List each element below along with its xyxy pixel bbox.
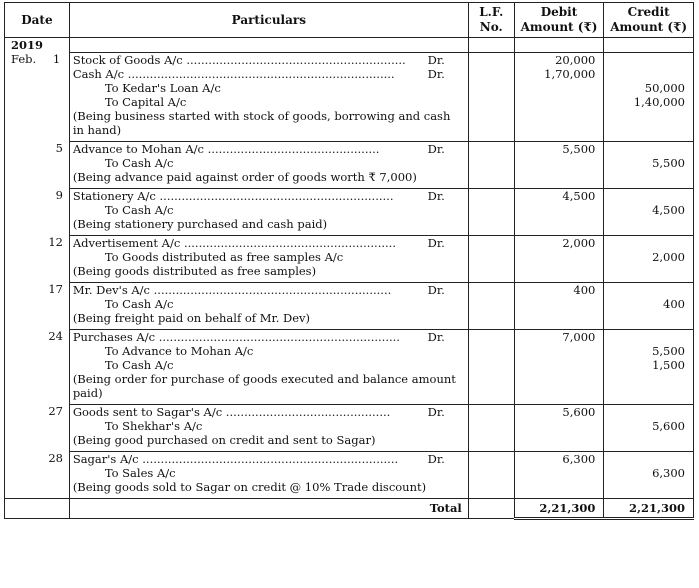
credit-amount: 50,000 bbox=[644, 80, 685, 95]
dr-marker: Dr. bbox=[427, 188, 445, 203]
credit-cell bbox=[604, 52, 694, 67]
day-label: 1 bbox=[52, 52, 61, 66]
debit-amount: 6,300 bbox=[562, 451, 596, 466]
credit-cell bbox=[604, 344, 694, 358]
particulars-cell bbox=[69, 217, 468, 231]
lf-cell bbox=[468, 217, 514, 231]
debit-account-label: Purchases A/c .................................................................. bbox=[72, 329, 400, 344]
lf-cell bbox=[468, 67, 514, 81]
header-date: Date bbox=[5, 3, 70, 38]
lf-cell bbox=[468, 250, 514, 264]
debit-cell bbox=[514, 282, 604, 297]
particulars-cell bbox=[69, 466, 468, 480]
credit-cell bbox=[604, 188, 694, 203]
debit-cell bbox=[514, 235, 604, 250]
lf-cell bbox=[468, 344, 514, 358]
lf-cell bbox=[468, 123, 514, 137]
total-lf-cell bbox=[468, 498, 514, 518]
credit-account-line: To Capital A/c bbox=[104, 94, 187, 109]
particulars-cell bbox=[69, 123, 468, 137]
narration-line: (Being advance paid against order of goods worth ₹ 7,000) bbox=[72, 169, 417, 184]
particulars-cell bbox=[69, 386, 468, 400]
journal-row bbox=[5, 250, 694, 264]
debit-cell bbox=[514, 95, 604, 109]
particulars-cell bbox=[69, 81, 468, 95]
particulars-cell bbox=[69, 372, 468, 386]
header-row bbox=[5, 3, 694, 38]
debit-cell bbox=[514, 297, 604, 311]
debit-cell bbox=[514, 358, 604, 372]
debit-cell bbox=[514, 81, 604, 95]
particulars-cell bbox=[69, 433, 468, 447]
date-cell bbox=[5, 67, 70, 81]
journal-row bbox=[5, 141, 694, 156]
header-credit-line1: Credit bbox=[627, 5, 670, 19]
total-row bbox=[5, 498, 694, 518]
credit-account-line: To Cash A/c bbox=[104, 357, 174, 372]
lf-cell bbox=[468, 451, 514, 466]
debit-amount: 7,000 bbox=[562, 329, 596, 344]
credit-cell bbox=[604, 95, 694, 109]
date-cell bbox=[5, 480, 70, 494]
journal-row bbox=[5, 297, 694, 311]
journal-row bbox=[5, 329, 694, 344]
journal-row bbox=[5, 52, 694, 67]
lf-cell bbox=[468, 170, 514, 184]
date-cell bbox=[5, 419, 70, 433]
empty-cell bbox=[69, 38, 468, 53]
credit-account-line: To Cash A/c bbox=[104, 155, 174, 170]
date-cell bbox=[5, 264, 70, 278]
debit-cell bbox=[514, 52, 604, 67]
year-label: 2019 bbox=[11, 38, 44, 52]
narration-line: (Being good purchased on credit and sent to Sagar) bbox=[72, 432, 376, 447]
particulars-cell bbox=[69, 235, 468, 250]
dr-marker: Dr. bbox=[427, 235, 445, 250]
lf-cell bbox=[468, 141, 514, 156]
credit-amount: 1,40,000 bbox=[633, 94, 685, 109]
narration-line: (Being business started with stock of goods, borrowing and cash bbox=[72, 108, 451, 123]
debit-amount: 1,70,000 bbox=[544, 66, 596, 81]
year-row bbox=[5, 38, 694, 53]
credit-cell bbox=[604, 203, 694, 217]
particulars-cell bbox=[69, 250, 468, 264]
narration-line: (Being goods distributed as free samples) bbox=[72, 263, 317, 278]
debit-cell bbox=[514, 451, 604, 466]
credit-cell bbox=[604, 480, 694, 494]
date-cell bbox=[5, 297, 70, 311]
credit-cell bbox=[604, 433, 694, 447]
particulars-cell bbox=[69, 419, 468, 433]
journal-row bbox=[5, 404, 694, 419]
total-debit: 2,21,300 bbox=[514, 498, 604, 518]
dr-marker: Dr. bbox=[427, 52, 445, 67]
date-cell bbox=[5, 170, 70, 184]
debit-cell bbox=[514, 217, 604, 231]
header-debit-line2: Amount (₹) bbox=[520, 20, 598, 34]
debit-amount: 5,600 bbox=[562, 404, 596, 419]
header-lf bbox=[468, 3, 514, 38]
particulars-cell bbox=[69, 329, 468, 344]
debit-account-line bbox=[73, 405, 465, 419]
lf-cell bbox=[468, 188, 514, 203]
particulars-cell bbox=[69, 311, 468, 325]
dr-marker: Dr. bbox=[427, 141, 445, 156]
particulars-cell bbox=[69, 141, 468, 156]
journal-row bbox=[5, 95, 694, 109]
debit-cell bbox=[514, 170, 604, 184]
narration-line: (Being stationery purchased and cash paid) bbox=[72, 216, 328, 231]
particulars-cell bbox=[69, 203, 468, 217]
lf-cell bbox=[468, 386, 514, 400]
dr-marker: Dr. bbox=[427, 329, 445, 344]
dr-marker: Dr. bbox=[427, 451, 445, 466]
date-cell bbox=[5, 404, 70, 419]
journal-row bbox=[5, 264, 694, 278]
credit-cell bbox=[604, 81, 694, 95]
journal-row bbox=[5, 282, 694, 297]
particulars-cell bbox=[69, 95, 468, 109]
lf-cell bbox=[468, 203, 514, 217]
total-label: Total bbox=[69, 498, 468, 518]
debit-cell bbox=[514, 480, 604, 494]
particulars-cell bbox=[69, 282, 468, 297]
credit-account-line: To Goods distributed as free samples A/c bbox=[104, 249, 344, 264]
date-cell bbox=[5, 141, 70, 156]
credit-amount: 6,300 bbox=[652, 465, 685, 480]
particulars-cell bbox=[69, 156, 468, 170]
date-cell bbox=[5, 433, 70, 447]
particulars-cell bbox=[69, 188, 468, 203]
journal-row bbox=[5, 156, 694, 170]
date-cell bbox=[5, 451, 70, 466]
date-cell bbox=[5, 344, 70, 358]
credit-amount: 5,600 bbox=[652, 418, 685, 433]
debit-cell bbox=[514, 329, 604, 344]
debit-cell bbox=[514, 188, 604, 203]
header-credit-line2: Amount (₹) bbox=[610, 20, 688, 34]
credit-account-line: To Cash A/c bbox=[104, 202, 174, 217]
debit-cell bbox=[514, 466, 604, 480]
journal-row bbox=[5, 386, 694, 400]
narration-line: (Being order for purchase of goods executed and balance amount bbox=[72, 371, 456, 386]
journal-row bbox=[5, 372, 694, 386]
lf-cell bbox=[468, 282, 514, 297]
debit-cell bbox=[514, 250, 604, 264]
credit-amount: 400 bbox=[663, 296, 685, 311]
credit-cell bbox=[604, 235, 694, 250]
credit-account-line: To Shekhar's A/c bbox=[104, 418, 203, 433]
date-cell bbox=[5, 311, 70, 325]
credit-cell bbox=[604, 141, 694, 156]
debit-account-label: Cash A/c ......................................................................... bbox=[72, 66, 395, 81]
journal-row bbox=[5, 344, 694, 358]
date-cell bbox=[5, 109, 70, 123]
credit-cell bbox=[604, 297, 694, 311]
lf-cell bbox=[468, 52, 514, 67]
particulars-cell bbox=[69, 67, 468, 81]
date-cell bbox=[5, 235, 70, 250]
journal-row bbox=[5, 188, 694, 203]
credit-cell bbox=[604, 451, 694, 466]
date-cell bbox=[5, 156, 70, 170]
credit-amount: 1,500 bbox=[652, 357, 685, 372]
debit-cell bbox=[514, 386, 604, 400]
journal-row bbox=[5, 203, 694, 217]
journal-row bbox=[5, 123, 694, 137]
particulars-cell bbox=[69, 170, 468, 184]
debit-cell bbox=[514, 372, 604, 386]
debit-amount: 400 bbox=[573, 282, 596, 297]
particulars-cell bbox=[69, 264, 468, 278]
debit-account-label: Stock of Goods A/c ............................................................ bbox=[72, 52, 406, 67]
credit-cell bbox=[604, 358, 694, 372]
date-cell bbox=[5, 250, 70, 264]
debit-account-line bbox=[73, 283, 465, 297]
debit-cell bbox=[514, 67, 604, 81]
credit-cell bbox=[604, 466, 694, 480]
empty-cell bbox=[604, 38, 694, 53]
journal-row bbox=[5, 67, 694, 81]
debit-account-line bbox=[73, 53, 465, 67]
lf-cell bbox=[468, 297, 514, 311]
month-label: Feb. bbox=[11, 52, 37, 66]
date-cell bbox=[5, 203, 70, 217]
lf-cell bbox=[468, 156, 514, 170]
date-cell bbox=[5, 81, 70, 95]
dr-marker: Dr. bbox=[427, 66, 445, 81]
debit-cell bbox=[514, 203, 604, 217]
debit-cell bbox=[514, 156, 604, 170]
narration-line: in hand) bbox=[72, 122, 122, 137]
day-label: 5 bbox=[55, 141, 63, 155]
day-label: 17 bbox=[48, 282, 63, 296]
date-cell bbox=[5, 466, 70, 480]
debit-cell bbox=[514, 344, 604, 358]
credit-account-line: To Sales A/c bbox=[104, 465, 176, 480]
credit-amount: 5,500 bbox=[652, 343, 685, 358]
credit-cell bbox=[604, 217, 694, 231]
header-lf-line1: L.F. bbox=[479, 5, 504, 19]
debit-account-line bbox=[73, 189, 465, 203]
debit-account-line bbox=[73, 142, 465, 156]
particulars-cell bbox=[69, 109, 468, 123]
credit-cell bbox=[604, 329, 694, 344]
debit-amount: 2,000 bbox=[562, 235, 596, 250]
debit-amount: 4,500 bbox=[562, 188, 596, 203]
date-cell bbox=[5, 52, 70, 67]
credit-cell bbox=[604, 250, 694, 264]
debit-account-label: Mr. Dev's A/c ................................................................. bbox=[72, 282, 392, 297]
journal-table bbox=[4, 2, 694, 520]
debit-cell bbox=[514, 141, 604, 156]
lf-cell bbox=[468, 419, 514, 433]
journal-row bbox=[5, 466, 694, 480]
particulars-cell bbox=[69, 480, 468, 494]
particulars-cell bbox=[69, 451, 468, 466]
date-cell bbox=[5, 123, 70, 137]
dr-marker: Dr. bbox=[427, 404, 445, 419]
lf-cell bbox=[468, 404, 514, 419]
date-cell bbox=[5, 329, 70, 344]
debit-account-line bbox=[73, 452, 465, 466]
particulars-cell bbox=[69, 297, 468, 311]
lf-cell bbox=[468, 264, 514, 278]
narration-line: (Being goods sold to Sagar on credit @ 10% Trade discount) bbox=[72, 479, 427, 494]
credit-amount: 4,500 bbox=[652, 202, 685, 217]
credit-cell bbox=[604, 170, 694, 184]
header-debit bbox=[514, 3, 604, 38]
journal-row bbox=[5, 170, 694, 184]
lf-cell bbox=[468, 95, 514, 109]
journal-row bbox=[5, 217, 694, 231]
day-label: 27 bbox=[48, 404, 63, 418]
lf-cell bbox=[468, 480, 514, 494]
header-lf-line2: No. bbox=[479, 20, 503, 34]
date-cell bbox=[5, 372, 70, 386]
debit-cell bbox=[514, 419, 604, 433]
lf-cell bbox=[468, 372, 514, 386]
credit-cell bbox=[604, 311, 694, 325]
debit-amount: 5,500 bbox=[562, 141, 596, 156]
lf-cell bbox=[468, 329, 514, 344]
journal-row bbox=[5, 433, 694, 447]
journal-row bbox=[5, 109, 694, 123]
credit-cell bbox=[604, 404, 694, 419]
date-cell bbox=[5, 282, 70, 297]
lf-cell bbox=[468, 109, 514, 123]
credit-account-line: To Cash A/c bbox=[104, 296, 174, 311]
credit-cell bbox=[604, 264, 694, 278]
journal-row bbox=[5, 235, 694, 250]
lf-cell bbox=[468, 235, 514, 250]
header-credit bbox=[604, 3, 694, 38]
debit-account-line bbox=[73, 236, 465, 250]
lf-cell bbox=[468, 466, 514, 480]
lf-cell bbox=[468, 358, 514, 372]
debit-account-label: Advertisement A/c .......................................................... bbox=[72, 235, 396, 250]
credit-cell bbox=[604, 123, 694, 137]
year-cell bbox=[5, 38, 70, 53]
credit-account-line: To Kedar's Loan A/c bbox=[104, 80, 221, 95]
debit-cell bbox=[514, 433, 604, 447]
debit-account-label: Sagar's A/c ...................................................................... bbox=[72, 451, 399, 466]
debit-amount: 20,000 bbox=[555, 52, 596, 67]
credit-cell bbox=[604, 156, 694, 170]
day-label: 12 bbox=[48, 235, 63, 249]
empty-cell bbox=[468, 38, 514, 53]
debit-account-label: Goods sent to Sagar's A/c ............................................. bbox=[72, 404, 391, 419]
dr-marker: Dr. bbox=[427, 282, 445, 297]
debit-account-label: Stationery A/c ................................................................ bbox=[72, 188, 394, 203]
credit-cell bbox=[604, 372, 694, 386]
particulars-cell bbox=[69, 404, 468, 419]
header-debit-line1: Debit bbox=[540, 5, 578, 19]
credit-cell bbox=[604, 67, 694, 81]
journal-row bbox=[5, 451, 694, 466]
credit-amount: 5,500 bbox=[652, 155, 685, 170]
journal-body bbox=[5, 38, 694, 519]
credit-cell bbox=[604, 282, 694, 297]
narration-line: (Being freight paid on behalf of Mr. Dev) bbox=[72, 310, 311, 325]
debit-cell bbox=[514, 123, 604, 137]
lf-cell bbox=[468, 433, 514, 447]
date-cell bbox=[5, 188, 70, 203]
debit-cell bbox=[514, 404, 604, 419]
journal-row bbox=[5, 419, 694, 433]
date-cell bbox=[5, 386, 70, 400]
credit-cell bbox=[604, 386, 694, 400]
day-label: 28 bbox=[48, 451, 63, 465]
lf-cell bbox=[468, 81, 514, 95]
journal-row bbox=[5, 311, 694, 325]
date-cell bbox=[5, 95, 70, 109]
credit-account-line: To Advance to Mohan A/c bbox=[104, 343, 254, 358]
narration-line: paid) bbox=[72, 385, 103, 400]
journal-row bbox=[5, 480, 694, 494]
credit-amount: 2,000 bbox=[652, 249, 685, 264]
empty-cell bbox=[514, 38, 604, 53]
total-date-cell bbox=[5, 498, 70, 518]
debit-cell bbox=[514, 311, 604, 325]
debit-cell bbox=[514, 264, 604, 278]
journal-row bbox=[5, 358, 694, 372]
journal-row bbox=[5, 81, 694, 95]
credit-cell bbox=[604, 419, 694, 433]
date-cell bbox=[5, 358, 70, 372]
credit-cell bbox=[604, 109, 694, 123]
date-cell bbox=[5, 217, 70, 231]
day-label: 9 bbox=[55, 188, 63, 202]
lf-cell bbox=[468, 311, 514, 325]
day-label: 24 bbox=[48, 329, 63, 343]
debit-account-line bbox=[73, 67, 465, 81]
particulars-cell bbox=[69, 52, 468, 67]
total-credit: 2,21,300 bbox=[604, 498, 694, 518]
debit-account-line bbox=[73, 330, 465, 344]
header-particulars: Particulars bbox=[69, 3, 468, 38]
particulars-cell bbox=[69, 344, 468, 358]
debit-cell bbox=[514, 109, 604, 123]
particulars-cell bbox=[69, 358, 468, 372]
debit-account-label: Advance to Mohan A/c ............................................... bbox=[72, 141, 380, 156]
